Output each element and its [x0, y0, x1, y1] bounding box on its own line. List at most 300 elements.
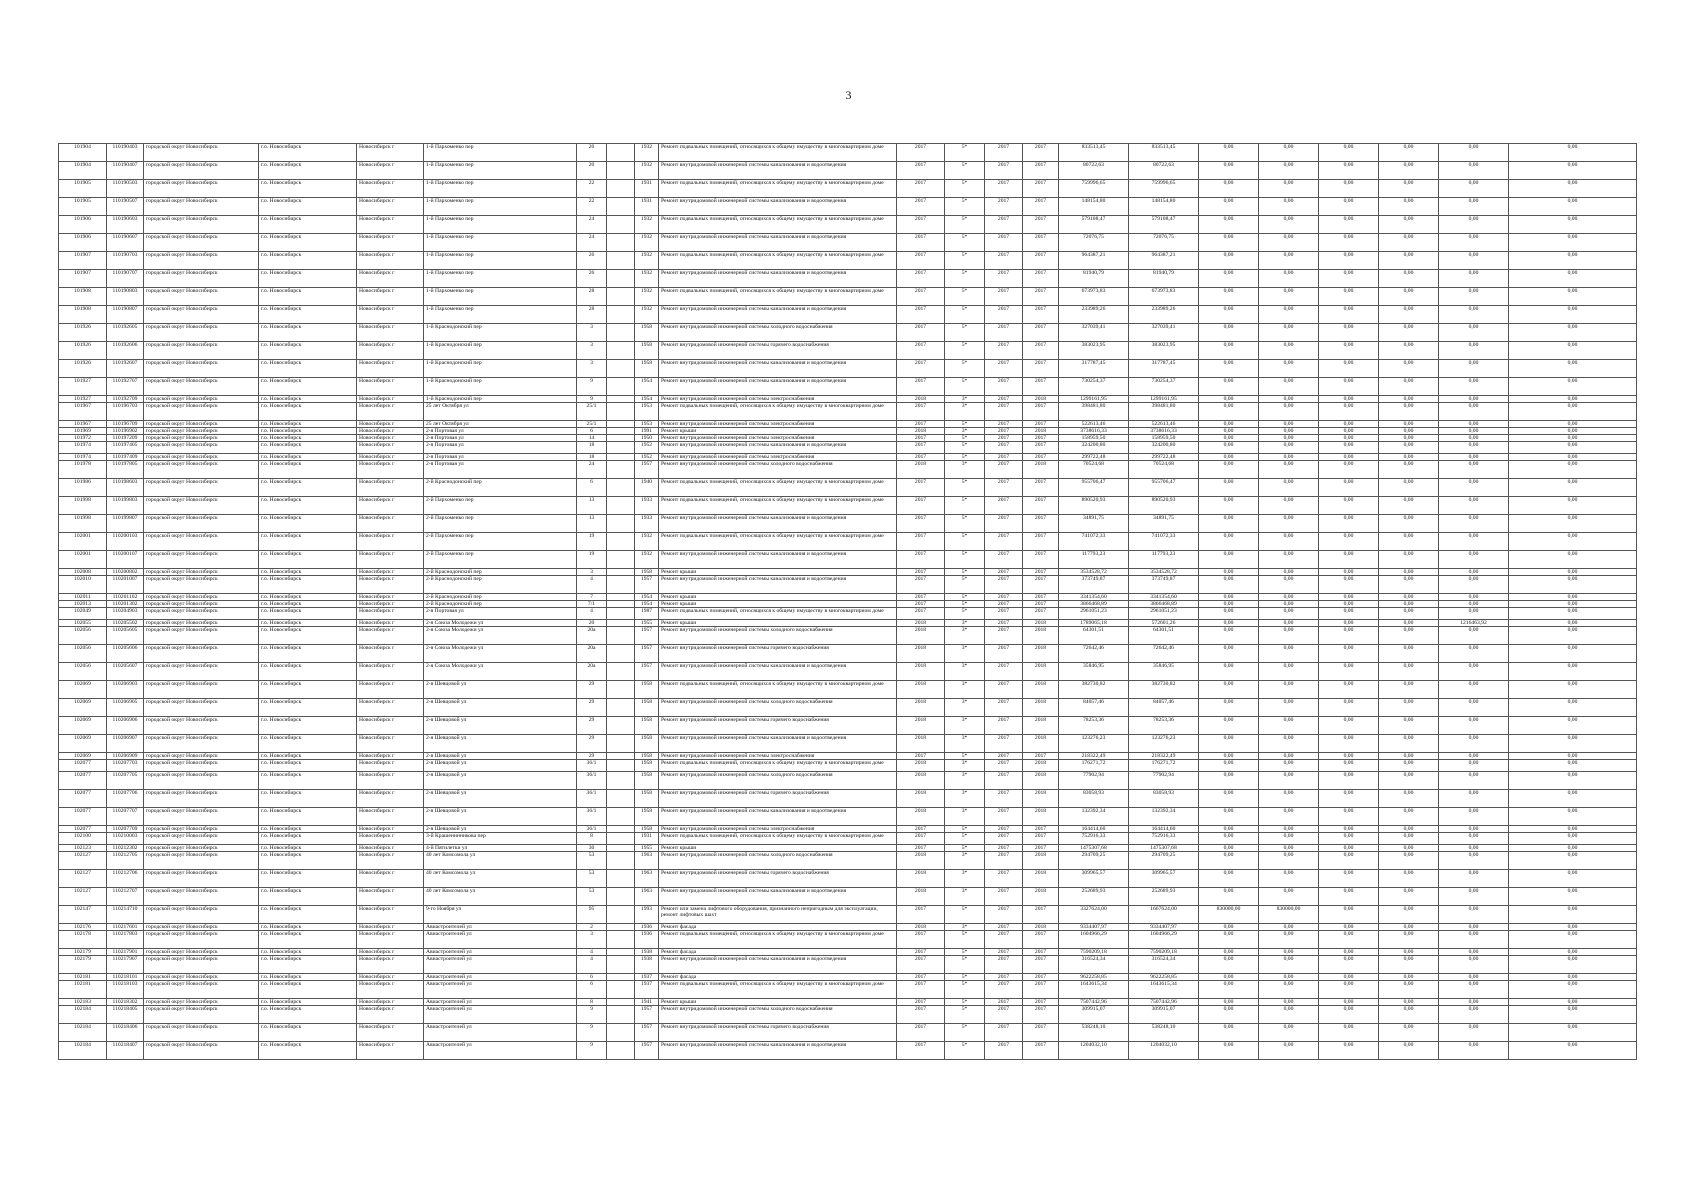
cell-owners-funds: 0,00 [1379, 845, 1439, 852]
cell-house-number: 9 [577, 1042, 607, 1060]
cell-federal-budget: 0,00 [1199, 403, 1259, 421]
cell-end-year: 2017 [1023, 608, 1059, 620]
cell-house-id: 101905 [59, 180, 107, 198]
cell-house-number: 53 [577, 888, 607, 906]
cell-end-year: 2017 [1023, 324, 1059, 342]
cell-priority: 5* [945, 999, 985, 1006]
cell-fund-amount: 752916,33 [1129, 833, 1199, 845]
cell-street: 2-й Пархоменко пер [424, 551, 577, 569]
cell-house-id: 102001 [59, 533, 107, 551]
cell-work-type: Ремонт внутридомовой инженерной системы канализования и водоотведения [659, 735, 897, 753]
cell-urban-district: г.о. Новосибирск [259, 808, 357, 826]
cell-plan-year: 2018 [897, 699, 945, 717]
cell-local-budget: 0,00 [1319, 270, 1379, 288]
cell-start-year: 2017 [985, 645, 1023, 663]
cell-total-cost: 80722,63 [1059, 162, 1129, 180]
cell-locality: Новосибирск г [357, 569, 424, 576]
cell-start-year: 2017 [985, 396, 1023, 403]
cell-priority: 3* [945, 403, 985, 421]
cell-start-year: 2017 [985, 252, 1023, 270]
cell-start-year: 2017 [985, 342, 1023, 360]
cell-year-built: 1932 [635, 306, 659, 324]
cell-start-year: 2017 [985, 833, 1023, 845]
cell-urban-district: г.о. Новосибирск [259, 981, 357, 999]
cell-work-code: 110212706 [107, 870, 144, 888]
cell-urban-district: г.о. Новосибирск [259, 403, 357, 421]
cell-plan-year: 2017 [897, 931, 945, 949]
cell-fund-amount: 538248,10 [1129, 1024, 1199, 1042]
table-row [59, 760, 1637, 772]
cell-year-built: 1953 [635, 421, 659, 428]
cell-plan-year: 2018 [897, 620, 945, 627]
cell-work-code: 110190503 [107, 180, 144, 198]
cell-urban-district: г.о. Новосибирск [259, 663, 357, 681]
cell-work-code: 110214710 [107, 906, 144, 924]
cell-fund-amount: 164414,60 [1129, 826, 1199, 833]
cell-regional-budget: 0,00 [1259, 497, 1319, 515]
cell-house-id: 101978 [59, 461, 107, 479]
cell-work-type: Ремонт внутридомовой инженерной системы электроснабжения [659, 435, 897, 442]
cell-work-type: Ремонт внутридомовой инженерной системы горячего водоснабжения [659, 790, 897, 808]
cell-work-type: Ремонт подвальных помещений, относящихся к общему имуществу в многоквартирном доме [659, 497, 897, 515]
cell-urban-district: г.о. Новосибирск [259, 790, 357, 808]
cell-total-cost: 1299161,95 [1059, 396, 1129, 403]
cell-building [607, 999, 635, 1006]
cell-house-number: 7/1 [577, 601, 607, 608]
cell-other-funds: 0,00 [1439, 1006, 1509, 1024]
cell-fund-amount: 383023,95 [1129, 342, 1199, 360]
cell-work-type: Ремонт внутридомовой инженерной системы электроснабжения [659, 753, 897, 760]
cell-house-id: 102184 [59, 1042, 107, 1060]
cell-building [607, 576, 635, 594]
cell-fund-amount: 3866468,89 [1129, 601, 1199, 608]
cell-owners-funds: 0,00 [1379, 252, 1439, 270]
cell-total-cost: 64301,51 [1059, 627, 1129, 645]
cell-work-type: Ремонт внутридомовой инженерной системы канализования и водоотведения [659, 162, 897, 180]
cell-municipal-district: городской округ Новосибирск [144, 620, 259, 627]
cell-owners-funds: 0,00 [1379, 826, 1439, 833]
cell-street: 2-я Шевцовой ул [424, 772, 577, 790]
cell-fund-amount: 327039,41 [1129, 324, 1199, 342]
cell-start-year: 2017 [985, 845, 1023, 852]
cell-reserve: 0,00 [1509, 288, 1637, 306]
cell-street: 2-й Краснодонский пер [424, 479, 577, 497]
cell-owners-funds: 0,00 [1379, 620, 1439, 627]
cell-building [607, 461, 635, 479]
cell-work-code: 110212707 [107, 888, 144, 906]
cell-street: 2-я Шевцовой ул [424, 735, 577, 753]
cell-total-cost: 123276,23 [1059, 735, 1129, 753]
cell-work-type: Ремонт внутридомовой инженерной системы канализования и водоотведения [659, 270, 897, 288]
cell-local-budget: 0,00 [1319, 234, 1379, 252]
cell-fund-amount: 7590209,18 [1129, 949, 1199, 956]
cell-fund-amount: 123276,23 [1129, 735, 1199, 753]
cell-municipal-district: городской округ Новосибирск [144, 931, 259, 949]
cell-priority: 3* [945, 645, 985, 663]
cell-urban-district: г.о. Новосибирск [259, 949, 357, 956]
cell-owners-funds: 0,00 [1379, 1042, 1439, 1060]
cell-urban-district: г.о. Новосибирск [259, 888, 357, 906]
cell-urban-district: г.о. Новосибирск [259, 608, 357, 620]
cell-house-id: 101926 [59, 342, 107, 360]
cell-house-number: 53 [577, 852, 607, 870]
cell-local-budget: 0,00 [1319, 790, 1379, 808]
cell-plan-year: 2018 [897, 735, 945, 753]
cell-other-funds: 0,00 [1439, 981, 1509, 999]
cell-house-number: 30 [577, 845, 607, 852]
table-row [59, 324, 1637, 342]
cell-house-id: 102178 [59, 931, 107, 949]
cell-priority: 5* [945, 288, 985, 306]
cell-owners-funds: 0,00 [1379, 974, 1439, 981]
cell-start-year: 2017 [985, 403, 1023, 421]
cell-local-budget: 0,00 [1319, 342, 1379, 360]
cell-federal-budget: 0,00 [1199, 833, 1259, 845]
cell-building [607, 198, 635, 216]
cell-plan-year: 2017 [897, 403, 945, 421]
cell-house-number: 9 [577, 378, 607, 396]
cell-building [607, 479, 635, 497]
cell-federal-budget: 0,00 [1199, 515, 1259, 533]
table-row [59, 974, 1637, 981]
cell-total-cost: 1604966,29 [1059, 931, 1129, 949]
cell-other-funds: 0,00 [1439, 454, 1509, 461]
cell-fund-amount: 158959,50 [1129, 435, 1199, 442]
cell-plan-year: 2017 [897, 360, 945, 378]
cell-locality: Новосибирск г [357, 870, 424, 888]
cell-fund-amount: 579108,47 [1129, 216, 1199, 234]
cell-end-year: 2017 [1023, 1024, 1059, 1042]
cell-fund-amount: 80722,63 [1129, 162, 1199, 180]
cell-priority: 5* [945, 833, 985, 845]
cell-building [607, 645, 635, 663]
cell-start-year: 2017 [985, 428, 1023, 435]
cell-fund-amount: 72642,46 [1129, 645, 1199, 663]
cell-end-year: 2017 [1023, 435, 1059, 442]
cell-building [607, 735, 635, 753]
cell-street: 9-го Ноября ул [424, 906, 577, 924]
cell-street: 2-я Союза Молодежи ул [424, 663, 577, 681]
cell-urban-district: г.о. Новосибирск [259, 497, 357, 515]
cell-locality: Новосибирск г [357, 594, 424, 601]
cell-building [607, 852, 635, 870]
cell-federal-budget: 0,00 [1199, 306, 1259, 324]
cell-year-built: 1958 [635, 569, 659, 576]
cell-owners-funds: 0,00 [1379, 699, 1439, 717]
cell-federal-budget: 0,00 [1199, 435, 1259, 442]
table-row [59, 342, 1637, 360]
cell-fund-amount: 7507442,96 [1129, 999, 1199, 1006]
cell-priority: 5* [945, 981, 985, 999]
cell-house-number: 3 [577, 569, 607, 576]
cell-reserve: 0,00 [1509, 608, 1637, 620]
cell-year-built: 1958 [635, 360, 659, 378]
cell-reserve: 0,00 [1509, 461, 1637, 479]
cell-total-cost: 673973,83 [1059, 288, 1129, 306]
cell-municipal-district: городской округ Новосибирск [144, 198, 259, 216]
cell-owners-funds: 0,00 [1379, 772, 1439, 790]
cell-end-year: 2017 [1023, 974, 1059, 981]
cell-reserve: 0,00 [1509, 735, 1637, 753]
cell-work-type: Ремонт внутридомовой инженерной системы электроснабжения [659, 454, 897, 461]
cell-local-budget: 0,00 [1319, 753, 1379, 760]
cell-building [607, 216, 635, 234]
cell-start-year: 2017 [985, 435, 1023, 442]
cell-plan-year: 2017 [897, 956, 945, 974]
cell-building [607, 180, 635, 198]
cell-municipal-district: городской округ Новосибирск [144, 515, 259, 533]
cell-start-year: 2017 [985, 627, 1023, 645]
cell-federal-budget: 0,00 [1199, 442, 1259, 454]
cell-start-year: 2017 [985, 454, 1023, 461]
cell-house-id: 101974 [59, 454, 107, 461]
cell-federal-budget: 0,00 [1199, 576, 1259, 594]
cell-total-cost: 3866468,89 [1059, 601, 1129, 608]
cell-house-number: 24 [577, 461, 607, 479]
cell-priority: 5* [945, 435, 985, 442]
cell-end-year: 2017 [1023, 931, 1059, 949]
cell-total-cost: 316524,34 [1059, 956, 1129, 974]
cell-building [607, 608, 635, 620]
cell-priority: 3* [945, 663, 985, 681]
cell-priority: 5* [945, 569, 985, 576]
cell-house-id: 102056 [59, 663, 107, 681]
cell-municipal-district: городской округ Новосибирск [144, 772, 259, 790]
cell-regional-budget: 0,00 [1259, 551, 1319, 569]
cell-building [607, 790, 635, 808]
cell-street: 1-й Краснодонский пер [424, 396, 577, 403]
cell-house-number: 29 [577, 681, 607, 699]
cell-start-year: 2017 [985, 461, 1023, 479]
cell-reserve: 0,00 [1509, 594, 1637, 601]
cell-regional-budget: 0,00 [1259, 454, 1319, 461]
cell-work-code: 110206905 [107, 699, 144, 717]
table-row [59, 288, 1637, 306]
cell-work-code: 110217901 [107, 949, 144, 956]
cell-street: 2-я Шевцовой ул [424, 753, 577, 760]
cell-work-code: 110210003 [107, 833, 144, 845]
cell-plan-year: 2018 [897, 924, 945, 931]
cell-house-number: 2 [577, 924, 607, 931]
cell-reserve: 0,00 [1509, 497, 1637, 515]
cell-regional-budget: 830000,00 [1259, 906, 1319, 924]
cell-work-code: 110201102 [107, 594, 144, 601]
cell-work-code: 110205607 [107, 663, 144, 681]
cell-other-funds: 0,00 [1439, 1024, 1509, 1042]
cell-federal-budget: 0,00 [1199, 753, 1259, 760]
cell-building [607, 497, 635, 515]
cell-federal-budget: 0,00 [1199, 981, 1259, 999]
cell-street: 25 лет Октября ул [424, 403, 577, 421]
cell-locality: Новосибирск г [357, 234, 424, 252]
cell-municipal-district: городской округ Новосибирск [144, 956, 259, 974]
cell-building [607, 949, 635, 956]
cell-locality: Новосибирск г [357, 1006, 424, 1024]
table-row [59, 717, 1637, 735]
cell-municipal-district: городской округ Новосибирск [144, 753, 259, 760]
cell-urban-district: г.о. Новосибирск [259, 576, 357, 594]
cell-start-year: 2017 [985, 956, 1023, 974]
cell-urban-district: г.о. Новосибирск [259, 852, 357, 870]
cell-end-year: 2018 [1023, 790, 1059, 808]
cell-work-type: Ремонт подвальных помещений, относящихся к общему имуществу в многоквартирном доме [659, 760, 897, 772]
cell-work-type: Ремонт внутридомовой инженерной системы канализования и водоотведения [659, 442, 897, 454]
cell-end-year: 2017 [1023, 753, 1059, 760]
cell-work-type: Ремонт внутридомовой инженерной системы канализования и водоотведения [659, 888, 897, 906]
cell-reserve: 0,00 [1509, 533, 1637, 551]
cell-house-id: 101907 [59, 270, 107, 288]
cell-start-year: 2017 [985, 981, 1023, 999]
cell-urban-district: г.о. Новосибирск [259, 753, 357, 760]
cell-start-year: 2017 [985, 852, 1023, 870]
table-row [59, 1024, 1637, 1042]
table-row [59, 461, 1637, 479]
cell-house-number: 53 [577, 870, 607, 888]
cell-regional-budget: 0,00 [1259, 717, 1319, 735]
cell-locality: Новосибирск г [357, 760, 424, 772]
cell-local-budget: 0,00 [1319, 216, 1379, 234]
cell-locality: Новосибирск г [357, 576, 424, 594]
cell-local-budget: 0,00 [1319, 1042, 1379, 1060]
cell-other-funds: 0,00 [1439, 324, 1509, 342]
cell-end-year: 2018 [1023, 428, 1059, 435]
table-row [59, 252, 1637, 270]
cell-street: 1-й Пархоменко пер [424, 198, 577, 216]
cell-local-budget: 0,00 [1319, 551, 1379, 569]
cell-locality: Новосибирск г [357, 717, 424, 735]
cell-owners-funds: 0,00 [1379, 270, 1439, 288]
cell-street: 2-я Шевцовой ул [424, 808, 577, 826]
cell-priority: 5* [945, 216, 985, 234]
cell-house-number: 25/1 [577, 421, 607, 428]
cell-end-year: 2018 [1023, 681, 1059, 699]
cell-priority: 5* [945, 956, 985, 974]
cell-locality: Новосибирск г [357, 378, 424, 396]
cell-regional-budget: 0,00 [1259, 999, 1319, 1006]
cell-plan-year: 2017 [897, 906, 945, 924]
cell-year-built: 1931 [635, 833, 659, 845]
cell-other-funds: 0,00 [1439, 288, 1509, 306]
cell-total-cost: 176271,72 [1059, 760, 1129, 772]
cell-building [607, 403, 635, 421]
cell-work-type: Ремонт крыши [659, 620, 897, 627]
cell-urban-district: г.о. Новосибирск [259, 735, 357, 753]
cell-federal-budget: 0,00 [1199, 870, 1259, 888]
cell-locality: Новосибирск г [357, 826, 424, 833]
cell-total-cost: 35846,95 [1059, 663, 1129, 681]
cell-plan-year: 2017 [897, 234, 945, 252]
cell-total-cost: 117793,23 [1059, 551, 1129, 569]
cell-priority: 5* [945, 342, 985, 360]
cell-year-built: 1954 [635, 378, 659, 396]
cell-owners-funds: 0,00 [1379, 479, 1439, 497]
cell-priority: 5* [945, 974, 985, 981]
cell-house-id: 101986 [59, 479, 107, 497]
cell-house-number: 3 [577, 324, 607, 342]
cell-locality: Новосибирск г [357, 956, 424, 974]
cell-house-number: 9 [577, 1006, 607, 1024]
cell-building [607, 833, 635, 845]
cell-fund-amount: 324200,80 [1129, 442, 1199, 454]
cell-house-number: 20а [577, 645, 607, 663]
cell-start-year: 2017 [985, 949, 1023, 956]
cell-plan-year: 2017 [897, 378, 945, 396]
cell-start-year: 2017 [985, 198, 1023, 216]
cell-priority: 5* [945, 576, 985, 594]
cell-local-budget: 0,00 [1319, 981, 1379, 999]
cell-owners-funds: 0,00 [1379, 306, 1439, 324]
cell-priority: 3* [945, 396, 985, 403]
cell-municipal-district: городской округ Новосибирск [144, 569, 259, 576]
cell-end-year: 2017 [1023, 594, 1059, 601]
cell-locality: Новосибирск г [357, 288, 424, 306]
cell-fund-amount: 3341354,60 [1129, 594, 1199, 601]
cell-year-built: 1958 [635, 717, 659, 735]
cell-house-id: 102013 [59, 601, 107, 608]
cell-work-code: 110192709 [107, 396, 144, 403]
cell-work-type: Ремонт внутридомовой инженерной системы канализования и водоотведения [659, 576, 897, 594]
cell-other-funds: 1216463,92 [1439, 620, 1509, 627]
cell-reserve: 0,00 [1509, 162, 1637, 180]
table-row [59, 180, 1637, 198]
cell-year-built: 1936 [635, 931, 659, 949]
cell-street: 40 лет Комсомола ул [424, 852, 577, 870]
cell-regional-budget: 0,00 [1259, 594, 1319, 601]
table-row [59, 378, 1637, 396]
cell-year-built: 1931 [635, 180, 659, 198]
cell-fund-amount: 176271,72 [1129, 760, 1199, 772]
cell-reserve: 0,00 [1509, 681, 1637, 699]
cell-regional-budget: 0,00 [1259, 888, 1319, 906]
cell-plan-year: 2017 [897, 1024, 945, 1042]
cell-work-code: 110217907 [107, 956, 144, 974]
cell-regional-budget: 0,00 [1259, 360, 1319, 378]
cell-municipal-district: городской округ Новосибирск [144, 663, 259, 681]
cell-house-id: 101972 [59, 435, 107, 442]
cell-other-funds: 0,00 [1439, 888, 1509, 906]
cell-municipal-district: городской округ Новосибирск [144, 180, 259, 198]
cell-locality: Новосибирск г [357, 753, 424, 760]
cell-work-code: 110190507 [107, 198, 144, 216]
cell-federal-budget: 0,00 [1199, 699, 1259, 717]
cell-year-built: 1954 [635, 594, 659, 601]
cell-federal-budget: 0,00 [1199, 288, 1259, 306]
cell-plan-year: 2017 [897, 479, 945, 497]
cell-urban-district: г.о. Новосибирск [259, 601, 357, 608]
cell-urban-district: г.о. Новосибирск [259, 515, 357, 533]
cell-regional-budget: 0,00 [1259, 428, 1319, 435]
cell-regional-budget: 0,00 [1259, 180, 1319, 198]
cell-plan-year: 2017 [897, 1006, 945, 1024]
cell-work-type: Ремонт внутридомовой инженерной системы холодного водоснабжения [659, 461, 897, 479]
cell-reserve: 0,00 [1509, 428, 1637, 435]
cell-local-budget: 0,00 [1319, 974, 1379, 981]
cell-federal-budget: 0,00 [1199, 1024, 1259, 1042]
cell-municipal-district: городской округ Новосибирск [144, 497, 259, 515]
cell-street: 1-й Пархоменко пер [424, 234, 577, 252]
cell-plan-year: 2017 [897, 533, 945, 551]
cell-local-budget: 0,00 [1319, 497, 1379, 515]
cell-priority: 5* [945, 533, 985, 551]
cell-local-budget: 0,00 [1319, 645, 1379, 663]
cell-other-funds: 0,00 [1439, 826, 1509, 833]
cell-end-year: 2018 [1023, 461, 1059, 479]
cell-federal-budget: 0,00 [1199, 1042, 1259, 1060]
cell-building [607, 144, 635, 162]
cell-municipal-district: городской округ Новосибирск [144, 681, 259, 699]
cell-locality: Новосибирск г [357, 533, 424, 551]
cell-locality: Новосибирск г [357, 162, 424, 180]
